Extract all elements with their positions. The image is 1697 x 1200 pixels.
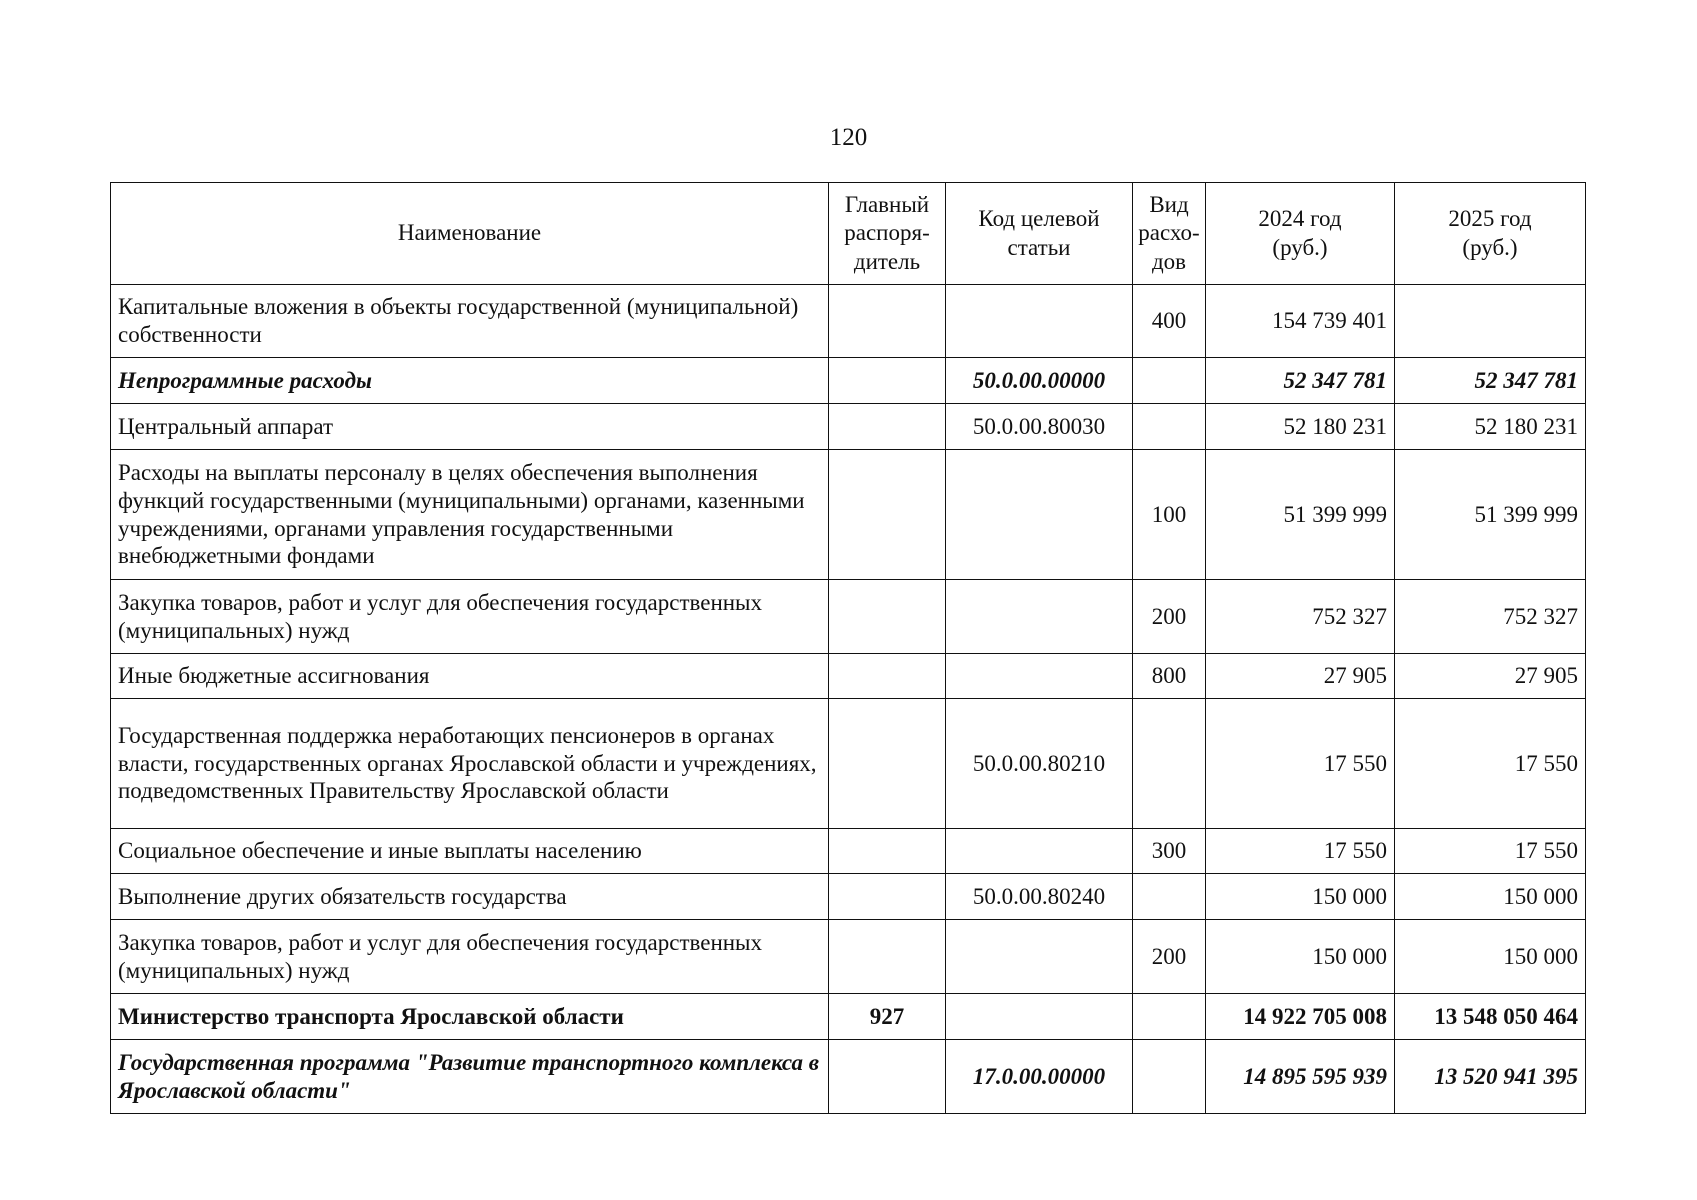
row-manager (829, 829, 946, 874)
table-row (111, 829, 1586, 874)
page-number: 120 (829, 124, 868, 151)
row-type (1133, 404, 1206, 450)
budget-table (110, 182, 1586, 1114)
row-2025: 52 347 781 (1395, 358, 1586, 404)
row-2024: 52 180 231 (1206, 404, 1395, 450)
row-code (946, 994, 1133, 1040)
header-year-2025: 2025 год (руб.) (1395, 183, 1586, 285)
row-type: 300 (1133, 829, 1206, 874)
row-2024: 52 347 781 (1206, 358, 1395, 404)
row-name: Государственная программа "Развитие транспортного комплекса в Ярославской области" (111, 1040, 829, 1114)
table-row (111, 404, 1586, 450)
table-row (111, 358, 1586, 404)
row-type (1133, 699, 1206, 829)
row-type: 400 (1133, 285, 1206, 358)
row-type: 100 (1133, 450, 1206, 580)
row-2025: 752 327 (1395, 580, 1586, 654)
row-type: 200 (1133, 920, 1206, 994)
row-name: Закупка товаров, работ и услуг для обеспечения государственных (муниципальных) нужд (111, 920, 829, 994)
row-type: 200 (1133, 580, 1206, 654)
row-name: Иные бюджетные ассигнования (111, 654, 829, 699)
row-manager (829, 404, 946, 450)
row-2025: 150 000 (1395, 920, 1586, 994)
row-2025 (1395, 285, 1586, 358)
row-2025: 52 180 231 (1395, 404, 1586, 450)
header-main-manager: Главный распоря- дитель (829, 183, 946, 285)
row-name: Государственная поддержка неработающих пенсионеров в органах власти, государственных органах Ярославской области и учреждениях, подведомственных Правительству Ярославской области (111, 699, 829, 829)
row-code (946, 580, 1133, 654)
header-target-code: Код целевой статьи (946, 183, 1133, 285)
row-2024: 17 550 (1206, 829, 1395, 874)
row-2024: 150 000 (1206, 874, 1395, 920)
row-type (1133, 358, 1206, 404)
header-name: Наименование (111, 183, 829, 285)
row-manager (829, 580, 946, 654)
table-body (111, 285, 1586, 1114)
row-2024: 752 327 (1206, 580, 1395, 654)
row-code (946, 285, 1133, 358)
row-2024: 150 000 (1206, 920, 1395, 994)
row-name: Социальное обеспечение и иные выплаты населению (111, 829, 829, 874)
row-code: 50.0.00.80240 (946, 874, 1133, 920)
row-2024: 17 550 (1206, 699, 1395, 829)
row-type: 800 (1133, 654, 1206, 699)
row-manager (829, 450, 946, 580)
row-manager (829, 874, 946, 920)
table-header (111, 183, 1586, 285)
row-name: Закупка товаров, работ и услуг для обеспечения государственных (муниципальных) нужд (111, 580, 829, 654)
row-type (1133, 1040, 1206, 1114)
row-2025: 13 548 050 464 (1395, 994, 1586, 1040)
header-year-2024: 2024 год (руб.) (1206, 183, 1395, 285)
row-code: 50.0.00.80210 (946, 699, 1133, 829)
row-name: Министерство транспорта Ярославской области (111, 994, 829, 1040)
row-2025: 17 550 (1395, 699, 1586, 829)
row-code: 17.0.00.00000 (946, 1040, 1133, 1114)
row-2025: 17 550 (1395, 829, 1586, 874)
table-row (111, 874, 1586, 920)
table-row (111, 994, 1586, 1040)
row-type (1133, 994, 1206, 1040)
table-row (111, 285, 1586, 358)
row-manager: 927 (829, 994, 946, 1040)
row-manager (829, 1040, 946, 1114)
row-2025: 150 000 (1395, 874, 1586, 920)
row-name: Капитальные вложения в объекты государственной (муниципальной) собственности (111, 285, 829, 358)
table-row (111, 920, 1586, 994)
header-expense-type: Вид расхо- дов (1133, 183, 1206, 285)
row-code (946, 654, 1133, 699)
row-name: Центральный аппарат (111, 404, 829, 450)
row-name: Расходы на выплаты персоналу в целях обеспечения выполнения функций государственными (муниципальными) органами, казенными учреждениями, органами управления государственными внебюджетными фондами (111, 450, 829, 580)
row-code: 50.0.00.00000 (946, 358, 1133, 404)
table-row (111, 580, 1586, 654)
row-2025: 27 905 (1395, 654, 1586, 699)
table-row (111, 699, 1586, 829)
row-manager (829, 285, 946, 358)
row-2025: 51 399 999 (1395, 450, 1586, 580)
row-manager (829, 920, 946, 994)
row-code (946, 450, 1133, 580)
row-code (946, 920, 1133, 994)
row-2024: 14 922 705 008 (1206, 994, 1395, 1040)
row-name: Непрограммные расходы (111, 358, 829, 404)
row-manager (829, 699, 946, 829)
row-2024: 51 399 999 (1206, 450, 1395, 580)
row-2024: 14 895 595 939 (1206, 1040, 1395, 1114)
row-name: Выполнение других обязательств государства (111, 874, 829, 920)
row-2024: 154 739 401 (1206, 285, 1395, 358)
row-manager (829, 654, 946, 699)
row-code: 50.0.00.80030 (946, 404, 1133, 450)
row-manager (829, 358, 946, 404)
table-row (111, 450, 1586, 580)
table-row (111, 1040, 1586, 1114)
row-type (1133, 874, 1206, 920)
row-2024: 27 905 (1206, 654, 1395, 699)
row-2025: 13 520 941 395 (1395, 1040, 1586, 1114)
table-row (111, 654, 1586, 699)
row-code (946, 829, 1133, 874)
